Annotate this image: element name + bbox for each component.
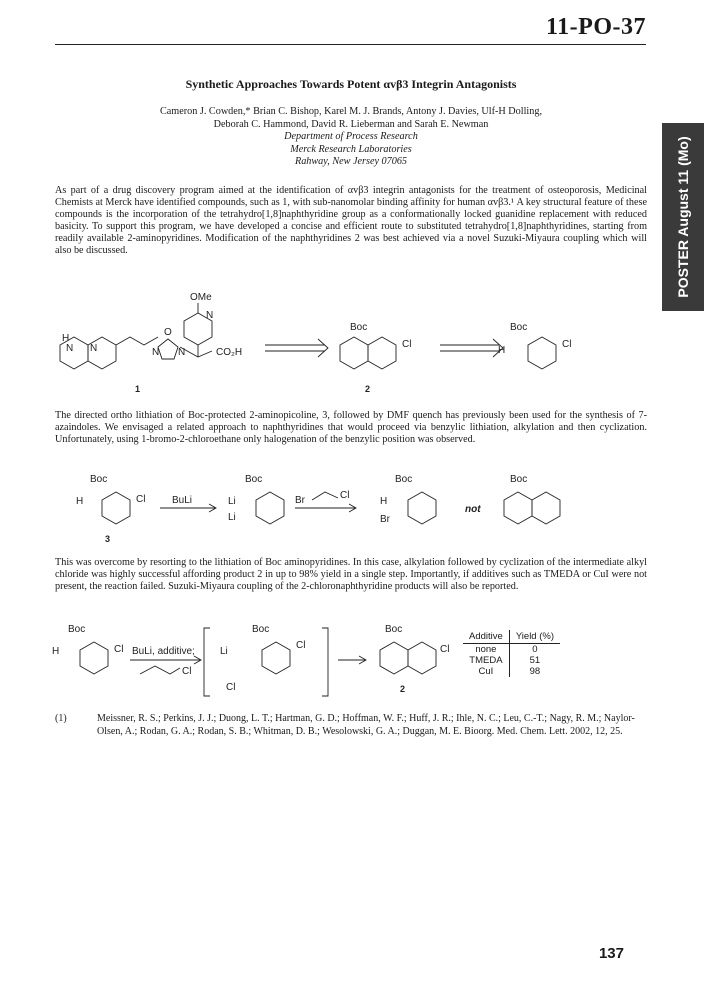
li-2: Li [228, 512, 236, 523]
urea-n1: N [152, 347, 160, 358]
boc-3: Boc [90, 474, 108, 485]
li-int3: Li [220, 646, 228, 657]
table-row [463, 666, 560, 677]
br-reagent: Br [295, 495, 305, 506]
page-number: 137 [598, 945, 624, 962]
product-2-label: 2 [400, 684, 406, 694]
affiliation-location: Rahway, New Jersey 07065 [294, 156, 408, 167]
paragraph-cyclization: This was overcome by resorting to the lithiation of Boc aminopyridines. In this case, alkylation followed by cyclization of the intermediate alkyl chloride was highly successful affording product 2 in up to 98% yield in a single step. Importantly, if additives such as TMEDA or CuI were not present, the reaction failed. Suzuki-Miyaura coupling of the 2-chloronaphthyridine products will also be reported. [55, 557, 647, 592]
carbonyl-o: O [164, 327, 172, 338]
ome-label: OMe [190, 292, 212, 303]
paper-title: Synthetic Approaches Towards Potent αvβ3 Integrin Antagonists [185, 77, 517, 91]
additive-cell: TMEDA [463, 655, 509, 666]
poster-side-tab [662, 123, 704, 311]
reagent-cl: Cl [182, 666, 192, 677]
h-label-sm: H [498, 345, 506, 356]
pyridine-n: N [206, 310, 214, 321]
cl-int3b: Cl [226, 682, 236, 693]
reference-number: (1) [55, 713, 67, 724]
li-1: Li [228, 496, 236, 507]
reagent-label: BuLi, additive; [132, 646, 195, 657]
h-3: H [76, 496, 84, 507]
authors-line-2: Deborah C. Hammond, David R. Lieberman and Sarah E. Newman [213, 118, 489, 130]
paragraph-lithiation: The directed ortho lithiation of Boc-protected 2-aminopicoline, 3, followed by DMF quench has previously been used for the synthesis of 7-azaindoles. We envisaged a related approach to naphthyridines that would proceed via benzylic lithiation, alkylation and then cyclization. Unfortunately, using 1-bromo-2-chloroethane only halogenation of the benzylic position was observed. [55, 410, 647, 445]
yield-cell: 0 [532, 644, 538, 655]
additive-cell: CuI [463, 666, 509, 677]
boc-prod3: Boc [385, 624, 403, 635]
cl-reagent: Cl [340, 490, 350, 501]
compound-3-label: 3 [105, 534, 111, 544]
reference-1 [55, 713, 647, 738]
buli-reagent: BuLi [172, 495, 193, 506]
urea-n2: N [178, 347, 186, 358]
nh-n: N [66, 343, 74, 354]
yield-table-header [463, 630, 560, 644]
header-additive: Additive [463, 630, 509, 644]
boc-naph: Boc [510, 474, 528, 485]
yield-cell: 98 [529, 666, 541, 677]
br-prod: Br [380, 514, 390, 525]
reference-text: Meissner, R. S.; Perkins, J. J.; Duong, L. T.; Hartman, G. D.; Hoffman, W. F.; Huff, J. R.; Ihle, N. C.; Leu, C.-T.; Nagy, R. M.; Naylor-Olsen, A.; Rodan, G. A.; Rodan, S. B.; Whitman, D. B.; Wesolowski, G. A.; Duggan, M. E. Bioorg. Med. Chem. Lett. 2002, 12, 25. [97, 713, 635, 737]
cl-prod3: Cl [440, 644, 450, 655]
cl-3: Cl [136, 494, 146, 505]
yield-table-wrap [463, 630, 560, 677]
co2h-label: CO₂H [216, 347, 243, 358]
table-row [463, 655, 560, 666]
table-row [463, 644, 560, 656]
ring-n: N [90, 343, 98, 354]
not-label: not [465, 504, 481, 515]
h-prod: H [380, 496, 388, 507]
authors-line-1: Cameron J. Cowden,* Brian C. Bishop, Karel M. J. Brands, Antony J. Davies, Ulf-H Dolling, [159, 106, 542, 117]
yield-table [463, 630, 560, 677]
h-start: H [52, 646, 60, 657]
boc-label-2: Boc [350, 322, 368, 333]
boc-int: Boc [245, 474, 263, 485]
paragraph-intro: As part of a drug discovery program aimed at the identification of αvβ3 integrin antagonists for the treatment of osteoporosis, Medicinal Chemists at Merck have identified compounds, such as 1, with sub-nanomolar binding affinity for human αvβ3.¹ A key structural feature of these compounds is the incorporation of the tetrahydro[1,8]naphthyridine group as a conformationally locked guanidine replacement with reduced basicity. To support this program, we have developed a concise and efficient route to substituted tetrahydro[1,8]naphthyridines, starting from readily available 2-aminopyridines. Modification of the naphthyridines 2 was best achieved via a novel Suzuki-Miyaura coupling which will also be discussed. [55, 185, 647, 256]
header-rule [55, 44, 646, 45]
boc-prod: Boc [395, 474, 413, 485]
yield-cell: 51 [529, 655, 541, 666]
scheme-3 [40, 620, 470, 705]
cl-int3a: Cl [296, 640, 306, 651]
boc-start: Boc [68, 624, 86, 635]
side-tab-label: POSTER August 11 (Mo) [675, 136, 691, 298]
header-yield: Yield (%) [509, 630, 560, 644]
abstract-code: 11-PO-37 [546, 14, 646, 40]
scheme-1 [40, 285, 660, 400]
scheme-2 [40, 470, 640, 550]
affiliation-department: Department of Process Research [284, 131, 418, 142]
compound-2-label: 2 [365, 384, 371, 394]
boc-label-sm: Boc [510, 322, 528, 333]
cl-start: Cl [114, 644, 124, 655]
h-label: H [62, 333, 70, 344]
cl-label-sm: Cl [562, 339, 572, 350]
cl-label-2: Cl [402, 339, 412, 350]
boc-int3: Boc [252, 624, 270, 635]
additive-cell: none [463, 644, 509, 656]
compound-1-label: 1 [135, 384, 141, 394]
affiliation-lab: Merck Research Laboratories [290, 143, 412, 155]
